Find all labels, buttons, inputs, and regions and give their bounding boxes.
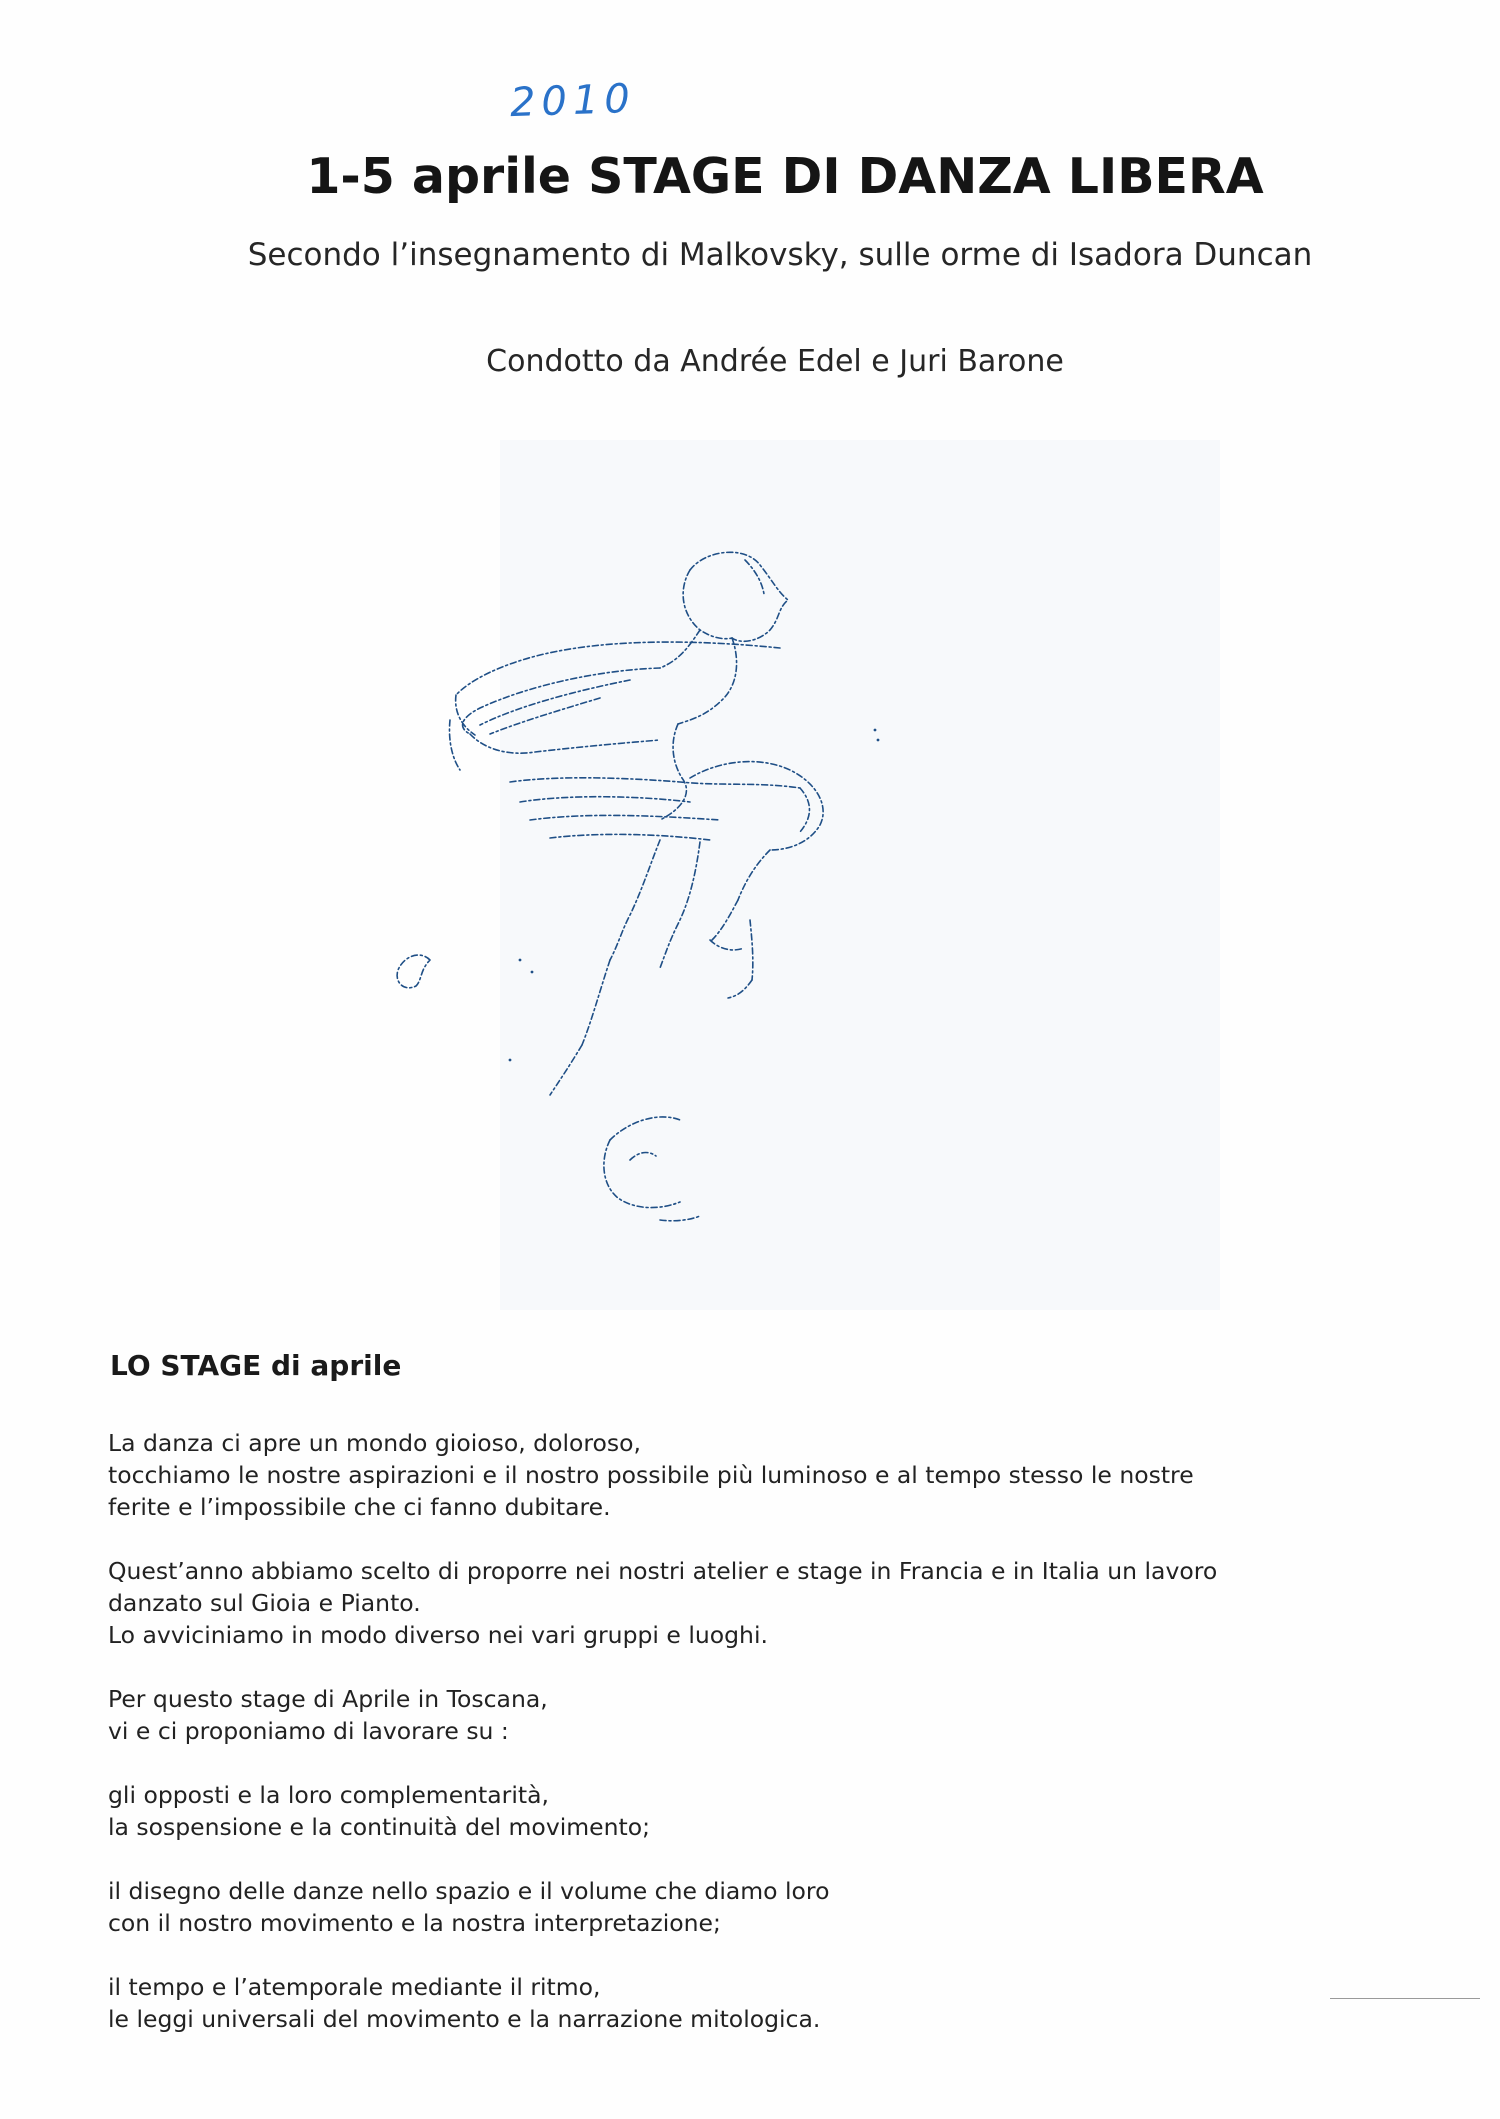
page-subtitle: Secondo l’insegnamento di Malkovsky, sulle orme di Isadora Duncan	[247, 237, 1313, 273]
paragraph	[108, 1683, 1408, 1747]
sketch-stroke	[610, 840, 660, 960]
sketch-dot	[874, 729, 877, 732]
paragraph	[108, 1875, 1408, 1939]
sketch-stroke	[490, 698, 600, 734]
sketch-dot	[519, 959, 522, 962]
text-line: vi e ci proponiamo di lavorare su :	[108, 1717, 509, 1745]
section-heading: LO STAGE di aprile	[110, 1349, 402, 1382]
sketch-stroke	[582, 960, 610, 1045]
sketch-stroke	[530, 815, 720, 820]
sketch-stroke	[480, 680, 630, 725]
sketch-stroke	[470, 734, 660, 753]
sketch-stroke	[678, 638, 737, 724]
sketch-stroke	[456, 695, 475, 735]
text-line: ferite e l’impossibile che ci fanno dubitare.	[108, 1493, 611, 1521]
text-line: il tempo e l’atemporale mediante il ritmo,	[108, 1973, 601, 2001]
paragraph	[108, 1971, 1408, 2035]
sketch-stroke	[660, 630, 700, 668]
sketch-stroke	[550, 834, 710, 840]
sketch-stroke	[449, 720, 460, 770]
sketch-stroke	[728, 980, 752, 998]
sketch-stroke	[520, 797, 690, 802]
sketch-stroke	[660, 842, 700, 968]
conductors-line: Condotto da Andrée Edel e Juri Barone	[486, 344, 1064, 379]
text-line: tocchiamo le nostre aspirazioni e il nostro possibile più luminoso e al tempo stesso le nostre	[108, 1461, 1194, 1489]
sketch-stroke	[710, 940, 744, 950]
page-title: 1-5 aprile STAGE DI DANZA LIBERA	[306, 148, 1264, 205]
text-line: Lo avviciniamo in modo diverso nei vari gruppi e luoghi.	[108, 1621, 768, 1649]
section-body	[108, 1427, 1408, 2067]
sketch-dot	[877, 739, 880, 742]
sketch-stroke	[510, 778, 800, 788]
sketch-stroke	[800, 788, 809, 832]
handwritten-year-note: 2010	[509, 75, 637, 127]
sketch-stroke	[604, 1140, 680, 1208]
text-line: con il nostro movimento e la nostra interpretazione;	[108, 1909, 721, 1937]
sketch-stroke	[610, 1117, 680, 1140]
sketch-stroke	[660, 1216, 700, 1221]
text-line: Quest’anno abbiamo scelto di proporre nei nostri atelier e stage in Francia e in Italia un lavoro	[108, 1557, 1218, 1585]
sketch-stroke	[712, 900, 738, 940]
sketch-stroke	[738, 850, 770, 900]
sketch-stroke	[397, 955, 430, 988]
scan-margin-line	[1330, 1998, 1480, 1999]
text-line: le leggi universali del movimento e la narrazione mitologica.	[108, 2005, 821, 2033]
sketch-dot	[531, 971, 534, 974]
text-line: la sospensione e la continuità del movimento;	[108, 1813, 651, 1841]
sketch-stroke	[690, 552, 788, 641]
sketch-stroke	[550, 1045, 582, 1095]
text-line: danzato sul Gioia e Pianto.	[108, 1589, 421, 1617]
paragraph	[108, 1555, 1408, 1651]
sketch-stroke	[660, 724, 686, 820]
sketch-stroke	[745, 560, 764, 594]
sketch-stroke	[690, 762, 823, 850]
text-line: La danza ci apre un mondo gioioso, doloroso,	[108, 1429, 641, 1457]
paragraph	[108, 1779, 1408, 1843]
sketch-stroke	[750, 920, 753, 980]
sketch-stroke	[630, 1153, 656, 1160]
paragraph	[108, 1427, 1408, 1523]
text-line: gli opposti e la loro complementarità,	[108, 1781, 549, 1809]
text-line: il disegno delle danze nello spazio e il volume che diamo loro	[108, 1877, 830, 1905]
sketch-stroke	[463, 668, 660, 734]
sketch-stroke	[683, 570, 732, 639]
sketch-dot	[509, 1059, 512, 1062]
text-line: Per questo stage di Aprile in Toscana,	[108, 1685, 548, 1713]
dancer-sketch-icon	[360, 520, 920, 1310]
